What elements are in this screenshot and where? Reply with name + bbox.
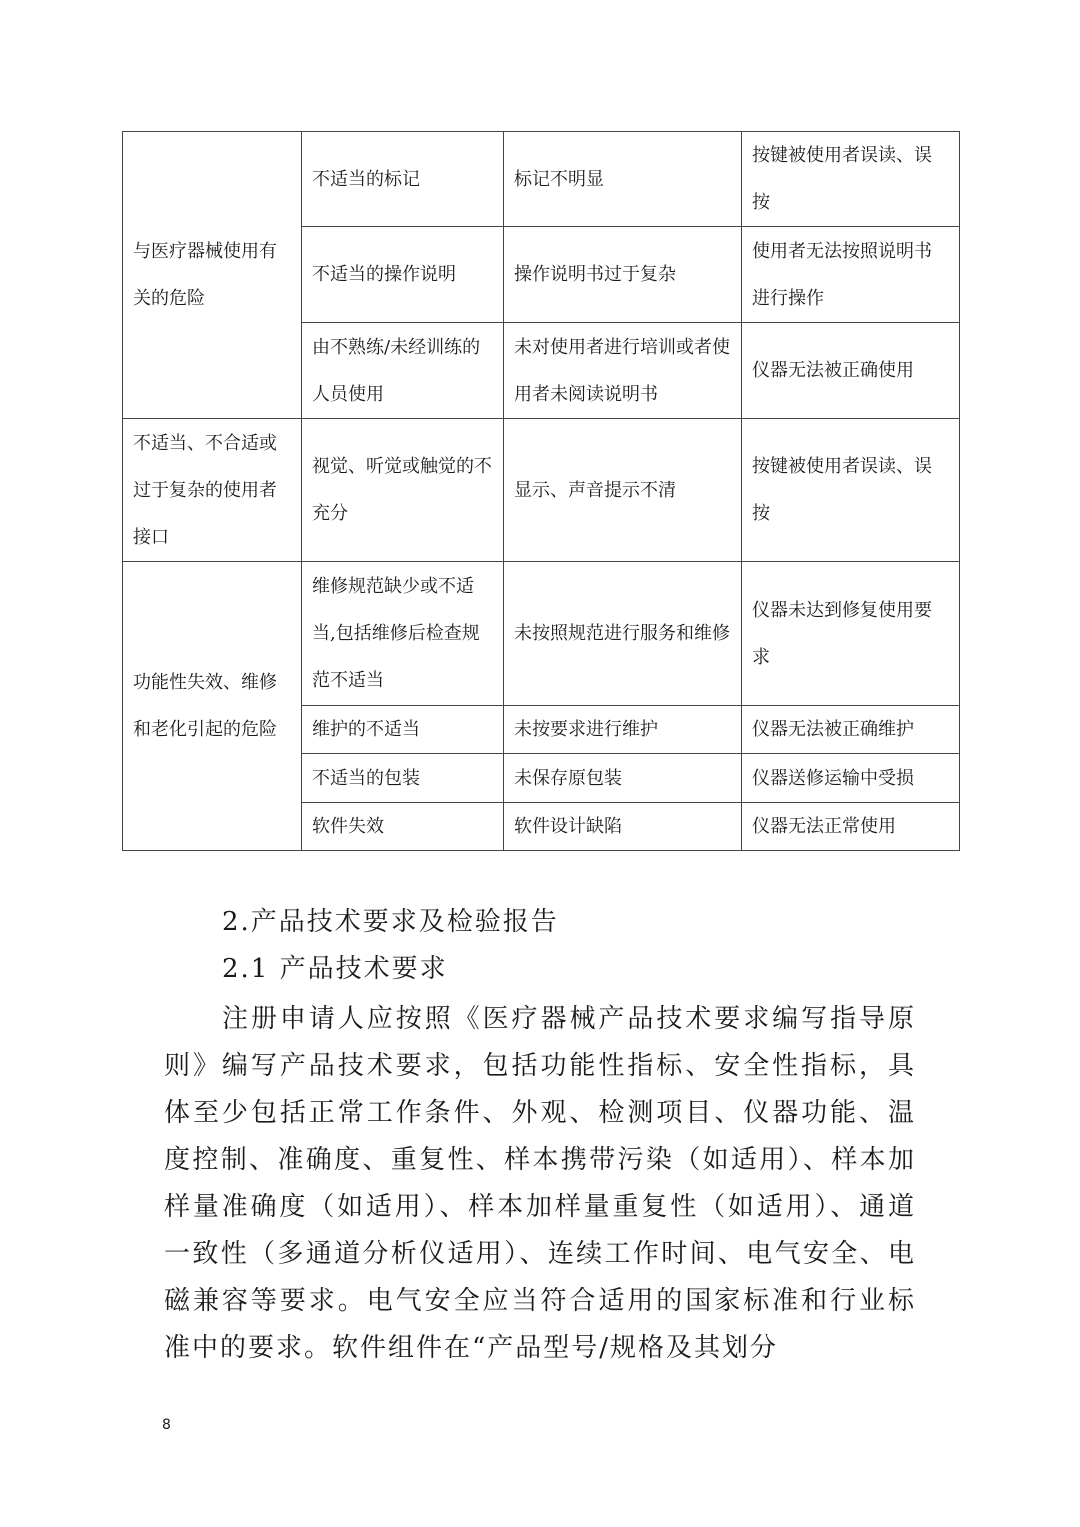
hazard-cell: 由不熟练/未经训练的人员使用: [302, 323, 504, 419]
hazard-cell: 维修规范缺少或不适当,包括维修后检查规范不适当: [302, 562, 504, 706]
consequence-cell: 仪器送修运输中受损: [742, 754, 960, 803]
consequence-cell: 使用者无法按照说明书进行操作: [742, 227, 960, 323]
table-row: [123, 419, 960, 562]
page-number: 8: [162, 1417, 171, 1433]
table-row: [123, 132, 960, 227]
cause-cell: 标记不明显: [504, 132, 742, 227]
category-cell: 功能性失效、维修和老化引起的危险: [123, 562, 302, 851]
cause-cell: 软件设计缺陷: [504, 803, 742, 851]
section-heading-2-1: 2.1 产品技术要求: [222, 954, 448, 984]
hazard-cell: 不适当的操作说明: [302, 227, 504, 323]
cause-cell: 未按要求进行维护: [504, 706, 742, 754]
hazard-cell: 不适当的标记: [302, 132, 504, 227]
hazard-cell: 不适当的包装: [302, 754, 504, 803]
cause-cell: 未保存原包装: [504, 754, 742, 803]
cause-cell: 未对使用者进行培训或者使用者未阅读说明书: [504, 323, 742, 419]
risk-analysis-table: [122, 131, 960, 851]
consequence-cell: 按键被使用者误读、误按: [742, 419, 960, 562]
section-heading-2: 2.产品技术要求及检验报告: [222, 907, 559, 937]
cause-cell: 操作说明书过于复杂: [504, 227, 742, 323]
hazard-cell: 维护的不适当: [302, 706, 504, 754]
hazard-cell: 视觉、听觉或触觉的不充分: [302, 419, 504, 562]
consequence-cell: 仪器无法正常使用: [742, 803, 960, 851]
body-paragraph: 注册申请人应按照《医疗器械产品技术要求编写指导原则》编写产品技术要求，包括功能性指标、安全性指标，具体至少包括正常工作条件、外观、检测项目、仪器功能、温度控制、准确度、重复性、样本携带污染（如适用）、样本加样量准确度（如适用）、样本加样量重复性（如适用）、通道一致性（多通道分析仪适用）、连续工作时间、电气安全、电磁兼容等要求。电气安全应当符合适用的国家标准和行业标准中的要求。软件组件在“产品型号/规格及其划分: [164, 1004, 916, 1363]
cause-cell: 未按照规范进行服务和维修: [504, 562, 742, 706]
hazard-cell: 软件失效: [302, 803, 504, 851]
category-cell: 与医疗器械使用有关的危险: [123, 132, 302, 419]
consequence-cell: 仪器未达到修复使用要求: [742, 562, 960, 706]
consequence-cell: 仪器无法被正确使用: [742, 323, 960, 419]
consequence-cell: 按键被使用者误读、误按: [742, 132, 960, 227]
cause-cell: 显示、声音提示不清: [504, 419, 742, 562]
category-cell: 不适当、不合适或过于复杂的使用者接口: [123, 419, 302, 562]
consequence-cell: 仪器无法被正确维护: [742, 706, 960, 754]
table-row: [123, 562, 960, 706]
